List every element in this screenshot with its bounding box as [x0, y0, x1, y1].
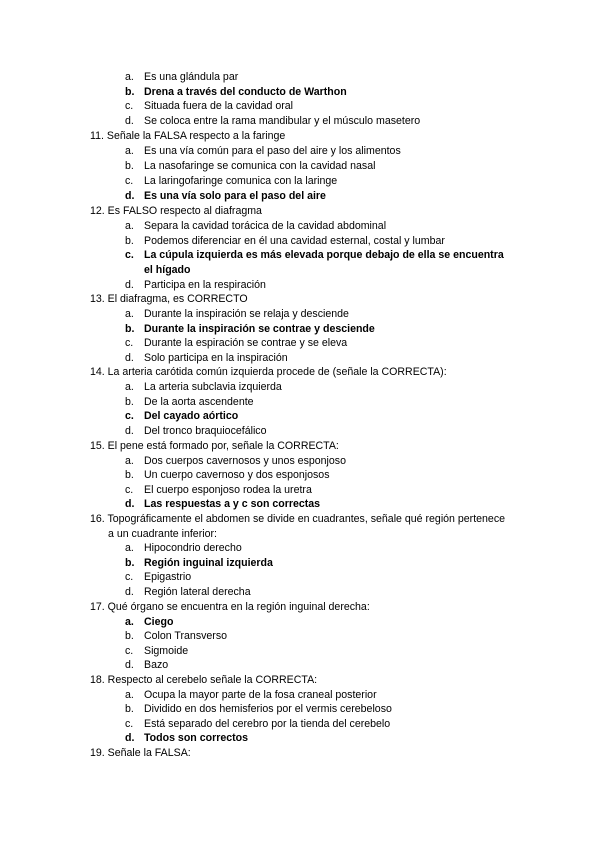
q16-option-b-letter: b.	[125, 557, 135, 569]
q11-option-b-text: La nasofaringe se comunica con la cavidad nasal	[144, 160, 376, 172]
q12-option-b-text: Podemos diferenciar en él una cavidad esternal, costal y lumbar	[144, 235, 445, 247]
q13-option-a-text: Durante la inspiración se relaja y desciende	[144, 308, 349, 320]
question-19-stem: 19. Señale la FALSA:	[90, 747, 191, 759]
q16-option-a-text: Hipocondrio derecho	[144, 542, 242, 554]
q10-option-a-letter: a.	[125, 71, 134, 83]
q18-option-c-letter: c.	[125, 718, 134, 730]
q12-option-d-letter: d.	[125, 279, 134, 291]
question-15-stem: 15. El pene está formado por, señale la CORRECTA:	[90, 440, 339, 452]
q18-option-d-letter: d.	[125, 732, 135, 744]
q18-option-b-letter: b.	[125, 703, 134, 715]
question-11-stem: 11. Señale la FALSA respecto a la faringe	[90, 130, 286, 142]
q11-option-c-letter: c.	[125, 175, 134, 187]
q12-option-c-text-cont: el hígado	[144, 264, 191, 276]
q13-option-a-letter: a.	[125, 308, 134, 320]
q11-option-c-text: La laringofaringe comunica con la laringe	[144, 175, 338, 187]
q12-option-c-text: La cúpula izquierda es más elevada porque debajo de ella se encuentra	[144, 249, 504, 261]
question-14-stem: 14. La arteria carótida común izquierda procede de (señale la CORRECTA):	[90, 366, 447, 378]
question-12-stem: 12. Es FALSO respecto al diafragma	[90, 205, 262, 217]
q17-option-b-letter: b.	[125, 630, 134, 642]
q17-option-a-letter: a.	[125, 616, 134, 628]
q10-option-a-text: Es una glándula par	[144, 71, 239, 83]
q13-option-d-text: Solo participa en la inspiración	[144, 352, 288, 364]
q12-option-b-letter: b.	[125, 235, 134, 247]
q12-option-c-letter: c.	[125, 249, 134, 261]
q14-option-a-text: La arteria subclavia izquierda	[144, 381, 282, 393]
q18-option-a-text: Ocupa la mayor parte de la fosa craneal posterior	[144, 689, 377, 701]
q11-option-b-letter: b.	[125, 160, 134, 172]
q10-option-d-letter: d.	[125, 115, 134, 127]
q14-option-a-letter: a.	[125, 381, 134, 393]
q15-option-c-text: El cuerpo esponjoso rodea la uretra	[144, 484, 312, 496]
q14-option-d-text: Del tronco braquiocefálico	[144, 425, 267, 437]
q17-option-d-letter: d.	[125, 659, 134, 671]
question-16-stem: 16. Topográficamente el abdomen se divide en cuadrantes, señale qué región pertenece	[90, 513, 506, 525]
q17-option-c-letter: c.	[125, 645, 134, 657]
q18-option-d-text: Todos son correctos	[144, 732, 248, 744]
q10-option-b-text: Drena a través del conducto de Warthon	[144, 86, 347, 98]
q11-option-a-letter: a.	[125, 145, 134, 157]
q11-option-d-letter: d.	[125, 190, 135, 202]
q18-option-b-text: Dividido en dos hemisferios por el vermis cerebeloso	[144, 703, 392, 715]
q13-option-d-letter: d.	[125, 352, 134, 364]
question-13-stem: 13. El diafragma, es CORRECTO	[90, 293, 248, 305]
q10-option-d-text: Se coloca entre la rama mandibular y el músculo masetero	[144, 115, 421, 127]
q13-option-b-text: Durante la inspiración se contrae y desciende	[144, 323, 375, 335]
q14-option-b-letter: b.	[125, 396, 134, 408]
q14-option-c-letter: c.	[125, 410, 134, 422]
q15-option-d-letter: d.	[125, 498, 135, 510]
q14-option-d-letter: d.	[125, 425, 134, 437]
q13-option-c-letter: c.	[125, 337, 134, 349]
q18-option-c-text: Está separado del cerebro por la tienda del cerebelo	[144, 718, 391, 730]
q17-option-d-text: Bazo	[144, 659, 169, 671]
q16-option-d-text: Región lateral derecha	[144, 586, 251, 598]
question-18-stem: 18. Respecto al cerebelo señale la CORRECTA:	[90, 674, 318, 686]
q15-option-b-letter: b.	[125, 469, 134, 481]
question-16-stem-cont: a un cuadrante inferior:	[108, 528, 217, 540]
q15-option-b-text: Un cuerpo cavernoso y dos esponjosos	[144, 469, 330, 481]
q14-option-b-text: De la aorta ascendente	[144, 396, 254, 408]
q15-option-a-letter: a.	[125, 455, 134, 467]
q18-option-a-letter: a.	[125, 689, 134, 701]
q12-option-d-text: Participa en la respiración	[144, 279, 266, 291]
q15-option-d-text: Las respuestas a y c son correctas	[144, 498, 321, 510]
q13-option-b-letter: b.	[125, 323, 135, 335]
q16-option-c-letter: c.	[125, 571, 134, 583]
question-17-stem: 17. Qué órgano se encuentra en la región inguinal derecha:	[90, 601, 370, 613]
q10-option-c-letter: c.	[125, 100, 134, 112]
q17-option-c-text: Sigmoide	[144, 645, 189, 657]
q14-option-c-text: Del cayado aórtico	[144, 410, 239, 422]
q15-option-c-letter: c.	[125, 484, 134, 496]
q15-option-a-text: Dos cuerpos cavernosos y unos esponjoso	[144, 455, 346, 467]
q16-option-c-text: Epigastrio	[144, 571, 192, 583]
q11-option-d-text: Es una vía solo para el paso del aire	[144, 190, 326, 202]
q10-option-b-letter: b.	[125, 86, 135, 98]
q16-option-d-letter: d.	[125, 586, 134, 598]
q17-option-b-text: Colon Transverso	[144, 630, 228, 642]
q16-option-a-letter: a.	[125, 542, 134, 554]
q12-option-a-text: Separa la cavidad torácica de la cavidad abdominal	[144, 220, 387, 232]
q16-option-b-text: Región inguinal izquierda	[144, 557, 273, 569]
q11-option-a-text: Es una vía común para el paso del aire y los alimentos	[144, 145, 401, 157]
q10-option-c-text: Situada fuera de la cavidad oral	[144, 100, 294, 112]
q12-option-a-letter: a.	[125, 220, 134, 232]
q13-option-c-text: Durante la espiración se contrae y se eleva	[144, 337, 348, 349]
q17-option-a-text: Ciego	[144, 616, 174, 628]
